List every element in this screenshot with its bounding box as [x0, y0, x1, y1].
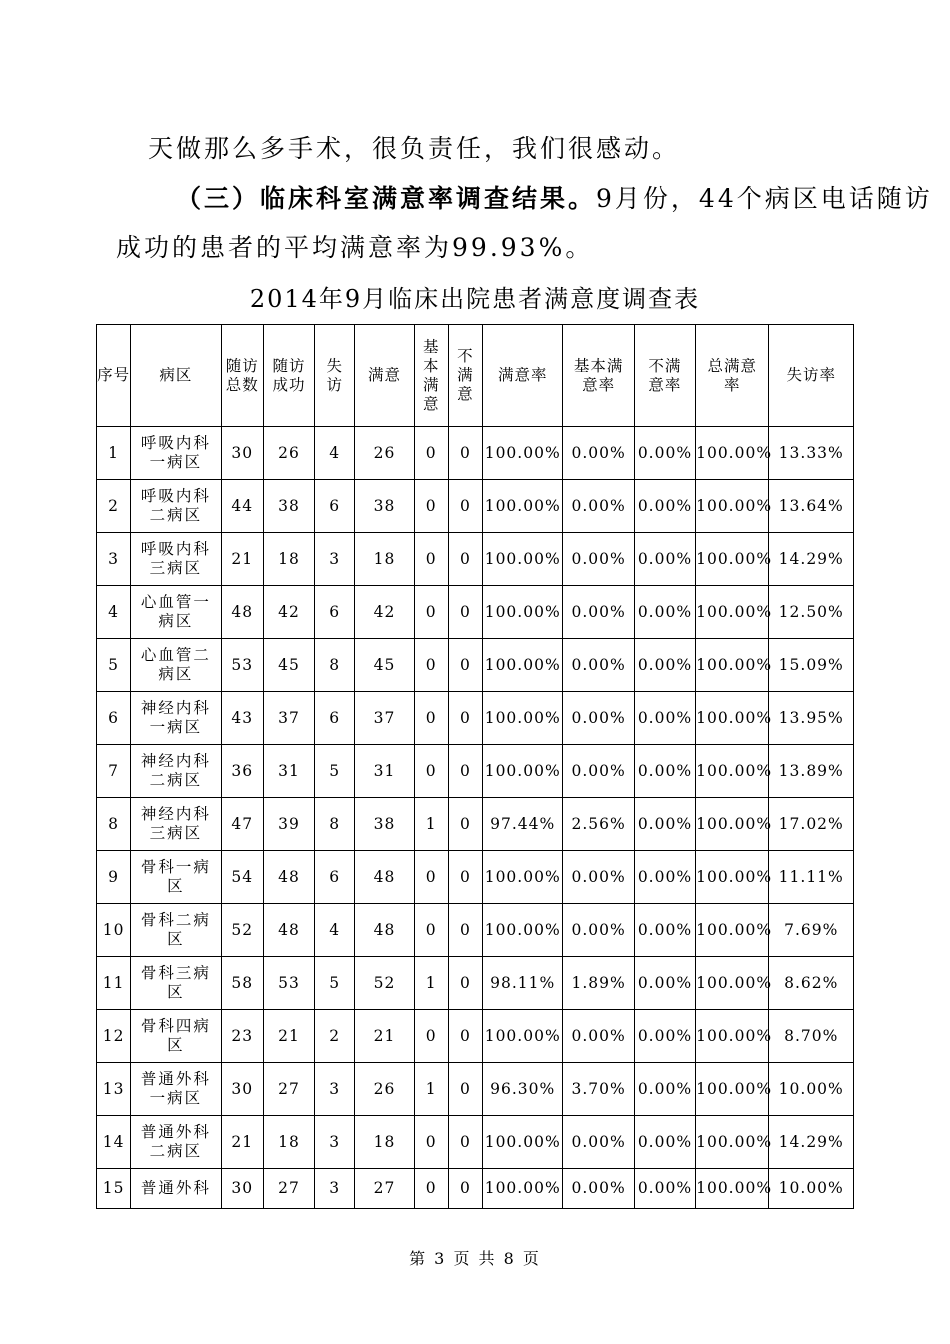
satisfaction-table	[96, 324, 854, 1209]
table-row	[97, 692, 854, 745]
table-cell: 23	[221, 1010, 263, 1063]
table-cell: 0	[448, 639, 482, 692]
table-cell: 0.00%	[634, 957, 695, 1010]
table-cell: 1	[414, 1063, 448, 1116]
table-cell: 100.00%	[482, 1116, 562, 1169]
table-cell: 0.00%	[563, 851, 634, 904]
table-cell: 54	[221, 851, 263, 904]
table-cell: 48	[263, 851, 314, 904]
table-cell: 0	[414, 639, 448, 692]
table-cell: 10.00%	[769, 1063, 854, 1116]
table-cell: 0	[448, 1116, 482, 1169]
table-cell: 12.50%	[769, 586, 854, 639]
column-header: 基本满 意率	[563, 325, 634, 427]
table-cell: 0	[448, 957, 482, 1010]
table-cell: 0	[448, 586, 482, 639]
table-cell: 26	[355, 1063, 414, 1116]
table-cell: 97.44%	[482, 798, 562, 851]
column-header: 不 满 意	[448, 325, 482, 427]
table-cell: 21	[263, 1010, 314, 1063]
table-cell: 100.00%	[696, 1116, 769, 1169]
table-title: 2014年9月临床出院患者满意度调查表	[249, 285, 701, 313]
table-row	[97, 480, 854, 533]
table-cell: 45	[355, 639, 414, 692]
table-cell: 15	[97, 1169, 131, 1209]
table-cell: 5	[315, 957, 355, 1010]
table-row	[97, 904, 854, 957]
table-cell: 6	[315, 586, 355, 639]
table-cell: 8.62%	[769, 957, 854, 1010]
table-cell: 26	[355, 427, 414, 480]
table-cell: 100.00%	[696, 427, 769, 480]
table-cell: 3	[315, 1169, 355, 1209]
table-cell: 42	[355, 586, 414, 639]
column-header: 不满 意率	[634, 325, 695, 427]
column-header: 满意	[355, 325, 414, 427]
table-cell: 100.00%	[482, 480, 562, 533]
table-cell: 100.00%	[482, 904, 562, 957]
table-cell: 96.30%	[482, 1063, 562, 1116]
table-cell: 0.00%	[634, 639, 695, 692]
table-cell: 100.00%	[696, 1010, 769, 1063]
table-cell: 0	[414, 1169, 448, 1209]
table-cell: 0.00%	[563, 533, 634, 586]
table-cell: 0	[414, 427, 448, 480]
table-cell: 100.00%	[696, 957, 769, 1010]
table-cell: 0.00%	[563, 745, 634, 798]
table-cell: 0.00%	[634, 1010, 695, 1063]
table-cell: 5	[315, 745, 355, 798]
table-cell: 100.00%	[696, 904, 769, 957]
table-cell: 100.00%	[696, 745, 769, 798]
table-row	[97, 586, 854, 639]
table-cell: 47	[221, 798, 263, 851]
table-cell: 0.00%	[563, 1169, 634, 1209]
column-header: 总满意 率	[696, 325, 769, 427]
table-cell: 0	[448, 480, 482, 533]
table-cell: 38	[355, 480, 414, 533]
table-cell: 45	[263, 639, 314, 692]
table-cell: 53	[263, 957, 314, 1010]
ward-name-cell: 骨科二病 区	[131, 904, 221, 957]
table-cell: 21	[221, 1116, 263, 1169]
table-cell: 3.70%	[563, 1063, 634, 1116]
table-row	[97, 1116, 854, 1169]
table-cell: 11	[97, 957, 131, 1010]
table-cell: 0.00%	[634, 1116, 695, 1169]
table-cell: 0	[448, 1169, 482, 1209]
table-cell: 100.00%	[696, 851, 769, 904]
table-cell: 6	[315, 692, 355, 745]
table-cell: 0.00%	[563, 1116, 634, 1169]
table-cell: 27	[263, 1169, 314, 1209]
table-cell: 10	[97, 904, 131, 957]
table-cell: 4	[97, 586, 131, 639]
table-cell: 30	[221, 1169, 263, 1209]
table-cell: 0.00%	[634, 798, 695, 851]
ward-name-cell: 骨科三病 区	[131, 957, 221, 1010]
table-cell: 100.00%	[482, 586, 562, 639]
ward-name-cell: 普通外科 一病区	[131, 1063, 221, 1116]
table-cell: 0	[414, 851, 448, 904]
table-cell: 53	[221, 639, 263, 692]
ward-name-cell: 呼吸内科 三病区	[131, 533, 221, 586]
table-cell: 0	[448, 533, 482, 586]
table-cell: 10.00%	[769, 1169, 854, 1209]
table-cell: 100.00%	[482, 639, 562, 692]
ward-name-cell: 呼吸内科 二病区	[131, 480, 221, 533]
table-cell: 100.00%	[696, 480, 769, 533]
table-cell: 30	[221, 1063, 263, 1116]
table-cell: 100.00%	[482, 533, 562, 586]
table-cell: 38	[355, 798, 414, 851]
table-cell: 52	[355, 957, 414, 1010]
paragraph-line-2-text: 9月份，44个病区电话随访	[596, 184, 933, 213]
table-cell: 13.33%	[769, 427, 854, 480]
column-header: 满意率	[482, 325, 562, 427]
ward-name-cell: 心血管二 病区	[131, 639, 221, 692]
page-footer: 第 3 页 共 8 页	[409, 1249, 541, 1268]
table-row	[97, 533, 854, 586]
table-cell: 48	[221, 586, 263, 639]
table-cell: 14	[97, 1116, 131, 1169]
table-cell: 43	[221, 692, 263, 745]
table-cell: 0	[448, 1010, 482, 1063]
table-cell: 0.00%	[634, 851, 695, 904]
table-cell: 31	[263, 745, 314, 798]
table-row	[97, 639, 854, 692]
table-cell: 100.00%	[696, 692, 769, 745]
table-cell: 18	[263, 1116, 314, 1169]
table-cell: 0.00%	[634, 480, 695, 533]
table-cell: 5	[97, 639, 131, 692]
table-cell: 0	[414, 692, 448, 745]
column-header: 基 本 满 意	[414, 325, 448, 427]
table-cell: 13.64%	[769, 480, 854, 533]
ward-name-cell: 骨科一病 区	[131, 851, 221, 904]
table-cell: 0	[414, 904, 448, 957]
table-cell: 6	[315, 480, 355, 533]
table-cell: 38	[263, 480, 314, 533]
table-cell: 98.11%	[482, 957, 562, 1010]
table-cell: 0.00%	[634, 1169, 695, 1209]
ward-name-cell: 普通外科 二病区	[131, 1116, 221, 1169]
table-cell: 6	[97, 692, 131, 745]
table-cell: 48	[355, 904, 414, 957]
table-cell: 0.00%	[634, 1063, 695, 1116]
table-cell: 0	[448, 1063, 482, 1116]
table-cell: 0	[448, 692, 482, 745]
table-cell: 0	[448, 798, 482, 851]
table-cell: 2	[97, 480, 131, 533]
table-row	[97, 427, 854, 480]
ward-name-cell: 神经内科 二病区	[131, 745, 221, 798]
table-cell: 52	[221, 904, 263, 957]
table-cell: 100.00%	[696, 1063, 769, 1116]
table-cell: 14.29%	[769, 533, 854, 586]
ward-name-cell: 普通外科	[131, 1169, 221, 1209]
table-cell: 15.09%	[769, 639, 854, 692]
table-cell: 44	[221, 480, 263, 533]
table-cell: 7.69%	[769, 904, 854, 957]
column-header: 失 访	[315, 325, 355, 427]
table-cell: 0.00%	[563, 639, 634, 692]
table-cell: 0	[448, 745, 482, 798]
table-cell: 8	[315, 798, 355, 851]
table-cell: 0.00%	[634, 427, 695, 480]
ward-name-cell: 呼吸内科 一病区	[131, 427, 221, 480]
table-cell: 100.00%	[696, 533, 769, 586]
table-row	[97, 1063, 854, 1116]
table-cell: 3	[315, 533, 355, 586]
section-heading: （三）临床科室满意率调查结果。	[176, 184, 597, 213]
table-cell: 13.89%	[769, 745, 854, 798]
table-cell: 1	[97, 427, 131, 480]
table-cell: 0	[414, 586, 448, 639]
table-cell: 0.00%	[563, 692, 634, 745]
table-cell: 0.00%	[634, 745, 695, 798]
table-cell: 18	[355, 533, 414, 586]
table-row	[97, 1010, 854, 1063]
table-cell: 100.00%	[482, 1169, 562, 1209]
table-cell: 14.29%	[769, 1116, 854, 1169]
table-cell: 1	[414, 957, 448, 1010]
table-cell: 37	[355, 692, 414, 745]
table-cell: 48	[355, 851, 414, 904]
table-cell: 30	[221, 427, 263, 480]
table-cell: 3	[315, 1063, 355, 1116]
table-cell: 8	[315, 639, 355, 692]
table-cell: 0.00%	[563, 586, 634, 639]
table-cell: 1	[414, 798, 448, 851]
table-cell: 26	[263, 427, 314, 480]
table-cell: 3	[97, 533, 131, 586]
table-cell: 100.00%	[696, 639, 769, 692]
table-cell: 13.95%	[769, 692, 854, 745]
table-cell: 0.00%	[634, 692, 695, 745]
table-cell: 36	[221, 745, 263, 798]
table-cell: 100.00%	[696, 798, 769, 851]
table-cell: 100.00%	[482, 851, 562, 904]
table-row	[97, 745, 854, 798]
column-header: 序号	[97, 325, 131, 427]
table-cell: 39	[263, 798, 314, 851]
table-cell: 0	[414, 1116, 448, 1169]
column-header: 随访 成功	[263, 325, 314, 427]
table-cell: 0	[414, 1010, 448, 1063]
paragraph-line-2	[176, 184, 933, 214]
table-cell: 100.00%	[696, 586, 769, 639]
ward-name-cell: 神经内科 一病区	[131, 692, 221, 745]
table-cell: 37	[263, 692, 314, 745]
table-row	[97, 798, 854, 851]
table-cell: 17.02%	[769, 798, 854, 851]
table-cell: 6	[315, 851, 355, 904]
paragraph-line-1: 天做那么多手术，很负责任，我们很感动。	[148, 134, 681, 163]
table-row	[97, 957, 854, 1010]
table-cell: 21	[355, 1010, 414, 1063]
table-cell: 100.00%	[482, 745, 562, 798]
table-cell: 58	[221, 957, 263, 1010]
column-header: 随访 总数	[221, 325, 263, 427]
table-cell: 12	[97, 1010, 131, 1063]
table-cell: 0.00%	[634, 586, 695, 639]
table-cell: 4	[315, 427, 355, 480]
table-cell: 8	[97, 798, 131, 851]
table-cell: 27	[355, 1169, 414, 1209]
table-cell: 2	[315, 1010, 355, 1063]
table-cell: 9	[97, 851, 131, 904]
table-cell: 0.00%	[563, 1010, 634, 1063]
table-cell: 13	[97, 1063, 131, 1116]
table-cell: 0.00%	[563, 480, 634, 533]
table-cell: 21	[221, 533, 263, 586]
table-cell: 100.00%	[482, 427, 562, 480]
ward-name-cell: 骨科四病 区	[131, 1010, 221, 1063]
table-cell: 18	[263, 533, 314, 586]
table-cell: 0.00%	[563, 904, 634, 957]
table-cell: 18	[355, 1116, 414, 1169]
column-header: 病区	[131, 325, 221, 427]
table-cell: 31	[355, 745, 414, 798]
table-cell: 0.00%	[634, 533, 695, 586]
table-cell: 100.00%	[482, 1010, 562, 1063]
table-cell: 27	[263, 1063, 314, 1116]
table-cell: 0	[448, 851, 482, 904]
table-row	[97, 851, 854, 904]
table-cell: 100.00%	[696, 1169, 769, 1209]
table-cell: 0.00%	[563, 427, 634, 480]
table-cell: 0	[448, 904, 482, 957]
table-cell: 0	[448, 427, 482, 480]
table-header-row	[97, 325, 854, 427]
table-cell: 48	[263, 904, 314, 957]
table-cell: 100.00%	[482, 692, 562, 745]
table-row	[97, 1169, 854, 1209]
table-cell: 11.11%	[769, 851, 854, 904]
table-cell: 7	[97, 745, 131, 798]
ward-name-cell: 心血管一 病区	[131, 586, 221, 639]
table-cell: 3	[315, 1116, 355, 1169]
table-cell: 1.89%	[563, 957, 634, 1010]
column-header: 失访率	[769, 325, 854, 427]
paragraph-line-3: 成功的患者的平均满意率为99.93%。	[116, 233, 594, 262]
ward-name-cell: 神经内科 三病区	[131, 798, 221, 851]
table-cell: 0.00%	[634, 904, 695, 957]
table-cell: 0	[414, 480, 448, 533]
table-cell: 0	[414, 745, 448, 798]
table-cell: 42	[263, 586, 314, 639]
table-cell: 8.70%	[769, 1010, 854, 1063]
table-cell: 2.56%	[563, 798, 634, 851]
table-cell: 0	[414, 533, 448, 586]
table-cell: 4	[315, 904, 355, 957]
